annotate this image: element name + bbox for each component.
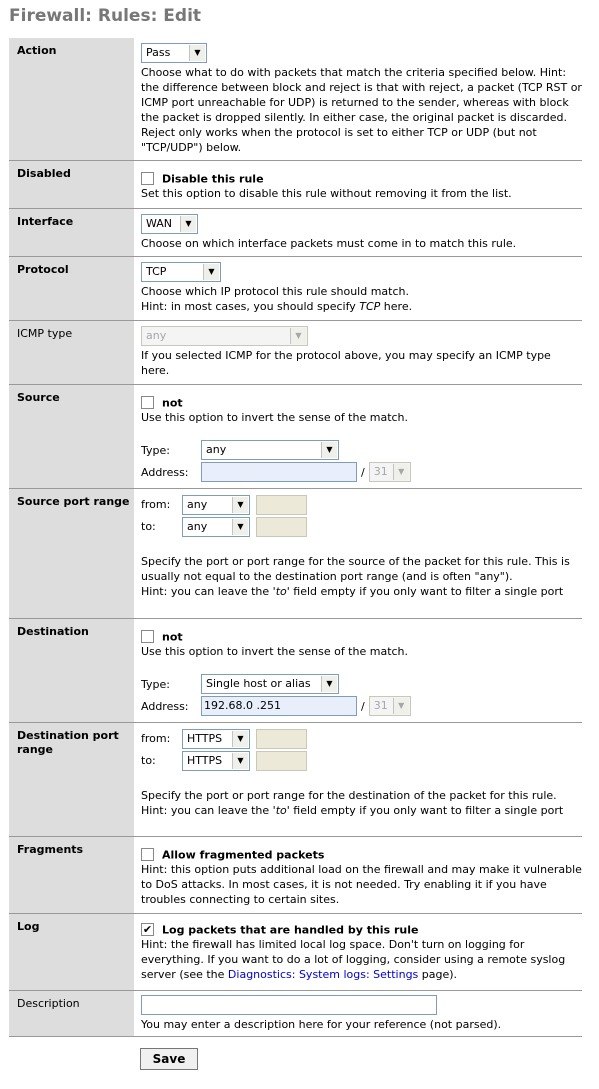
checkmark-icon: ✔ <box>142 923 153 936</box>
protocol-hint: Choose which IP protocol this rule should match. <box>141 284 409 298</box>
source-port-hint: Specify the port or port range for the source of the packet for this rule. This is usually not equal to the destination port range (and is often "any"). <box>141 554 570 583</box>
source-not-checkbox[interactable] <box>141 396 154 409</box>
destination-mask-slash: / <box>361 699 365 713</box>
destination-address-label: Address: <box>141 699 189 713</box>
source-label: Source <box>9 384 134 488</box>
source-mask-select[interactable] <box>369 462 411 482</box>
source-port-to-value: any <box>187 519 208 533</box>
protocol-row <box>9 256 582 320</box>
dest-port-from-value: HTTPS <box>187 731 223 745</box>
source-address-input[interactable] <box>201 462 357 482</box>
chevron-down-icon: ▼ <box>203 264 219 280</box>
description-row <box>9 990 582 1036</box>
chevron-down-icon: ▼ <box>393 464 409 480</box>
chevron-down-icon: ▼ <box>290 328 306 344</box>
icmp-select-value: any <box>146 328 167 342</box>
interface-select-value: WAN <box>146 216 173 230</box>
source-port-hint-2: Hint: you can leave the 'to' field empty if you only want to filter a single port <box>141 584 564 598</box>
description-input[interactable] <box>141 995 437 1015</box>
destination-type-value: Single host or alias <box>206 677 311 690</box>
protocol-label: Protocol <box>9 256 134 320</box>
fragments-hint: Hint: this option puts additional load on the firewall and may make it vulnerable to DoS attacks. In most cases, it is not needed. Try enabling it if you have troubles connecting to certain sites. <box>141 863 582 906</box>
source-port-from-input[interactable] <box>256 495 307 515</box>
action-row <box>9 38 582 160</box>
log-row <box>9 913 582 990</box>
dest-port-label: Destination port range <box>9 722 134 836</box>
source-port-label: Source port range <box>9 488 134 618</box>
source-port-to-input[interactable] <box>256 517 307 537</box>
dest-port-to-input[interactable] <box>256 751 307 771</box>
interface-label: Interface <box>9 208 134 256</box>
log-packets-label: Log packets that are handled by this rule <box>162 923 419 936</box>
page-title: Firewall: Rules: Edit <box>9 6 202 26</box>
source-port-to-select[interactable] <box>182 517 250 537</box>
description-label: Description <box>9 990 134 1036</box>
source-type-label: Type: <box>141 443 170 457</box>
source-type-value: any <box>206 443 227 456</box>
save-button[interactable]: Save <box>140 1048 198 1070</box>
chevron-down-icon: ▼ <box>393 698 409 714</box>
chevron-down-icon: ▼ <box>232 753 248 769</box>
dest-port-to-select[interactable] <box>182 751 250 771</box>
source-type-select[interactable] <box>201 440 339 460</box>
destination-label: Destination <box>9 618 134 722</box>
fragments-row <box>9 836 582 913</box>
dest-port-from-input[interactable] <box>256 729 307 749</box>
destination-not-checkbox[interactable] <box>141 630 154 643</box>
action-hint: Choose what to do with packets that match the criteria specified below. Hint: the difference between block and reject is that with reject, a packet (TCP RST or ICMP port unreachable for UDP) is returned to the sender, whereas with block the packet is dropped silently. In either case, the original packet is discarded. Reject only works when the protocol is set to either TCP or UDP (but not "TCP/UDP") below. <box>141 66 582 154</box>
dest-port-row <box>9 722 582 836</box>
dest-port-hint-2: Hint: you can leave the 'to' field empty if you only want to filter a single port <box>141 803 564 817</box>
allow-fragments-checkbox[interactable] <box>141 848 154 861</box>
source-row <box>9 384 582 488</box>
log-label: Log <box>9 913 134 990</box>
system-logs-settings-link[interactable]: Diagnostics: System logs: Settings <box>227 968 419 981</box>
description-hint: You may enter a description here for your reference (not parsed). <box>141 1017 502 1031</box>
source-port-row <box>9 488 582 618</box>
destination-type-label: Type: <box>141 677 170 691</box>
rule-form <box>9 38 582 1037</box>
interface-row <box>9 208 582 256</box>
destination-not-label: not <box>162 630 183 643</box>
source-port-from-value: any <box>187 497 208 511</box>
source-mask-slash: / <box>361 465 365 479</box>
fragments-label: Fragments <box>9 836 134 913</box>
protocol-select[interactable] <box>141 262 221 282</box>
action-select[interactable] <box>141 43 207 63</box>
action-select-value: Pass <box>146 46 171 59</box>
dest-port-to-value: HTTPS <box>187 753 223 767</box>
disabled-row <box>9 160 582 208</box>
icmp-type-select[interactable] <box>141 326 308 346</box>
interface-select[interactable] <box>141 214 198 234</box>
dest-port-from-select[interactable] <box>182 729 250 749</box>
destination-hint: Use this option to invert the sense of the match. <box>141 645 409 658</box>
source-mask-value: 31 <box>373 465 388 478</box>
log-packets-checkbox[interactable] <box>141 923 154 936</box>
chevron-down-icon: ▼ <box>232 731 248 747</box>
disabled-hint: Set this option to disable this rule without removing it from the list. <box>141 187 512 200</box>
chevron-down-icon: ▼ <box>180 216 196 232</box>
action-label: Action <box>9 38 134 160</box>
disable-rule-checkbox[interactable] <box>141 172 154 185</box>
destination-mask-value: 31 <box>373 699 388 712</box>
dest-port-hint: Specify the port or port range for the destination of the packet for this rule. <box>141 788 557 802</box>
protocol-hint-2: Hint: in most cases, you should specify TCP here. <box>141 299 413 313</box>
icmp-hint: If you selected ICMP for the protocol above, you may specify an ICMP type here. <box>141 348 551 377</box>
allow-fragments-label: Allow fragmented packets <box>162 848 325 861</box>
destination-type-select[interactable] <box>201 674 339 694</box>
dest-port-to-label: to: <box>141 754 156 767</box>
interface-hint: Choose on which interface packets must come in to match this rule. <box>141 236 517 250</box>
source-port-from-select[interactable] <box>182 495 250 515</box>
chevron-down-icon: ▼ <box>189 45 205 61</box>
chevron-down-icon: ▼ <box>321 676 337 692</box>
log-hint: Hint: the firewall has limited local log space. Don't turn on logging for everything. If you want to do a lot of logging, consider using a remote syslog server (see the Diagnostics: System logs: Settings page). <box>141 938 566 981</box>
source-address-label: Address: <box>141 465 189 479</box>
destination-mask-select[interactable] <box>369 696 411 716</box>
disable-rule-checkbox-label: Disable this rule <box>162 172 264 185</box>
dest-port-from-label: from: <box>141 732 171 745</box>
disabled-label: Disabled <box>9 160 134 208</box>
chevron-down-icon: ▼ <box>232 519 248 535</box>
destination-row <box>9 618 582 722</box>
protocol-select-value: TCP <box>146 264 167 278</box>
source-not-label: not <box>162 396 183 409</box>
icmp-row <box>9 320 582 384</box>
source-port-to-label: to: <box>141 520 156 533</box>
destination-address-input[interactable]: 192.68.0 .251 <box>201 696 357 716</box>
chevron-down-icon: ▼ <box>321 442 337 458</box>
chevron-down-icon: ▼ <box>232 497 248 513</box>
icmp-label: ICMP type <box>9 320 134 384</box>
source-port-from-label: from: <box>141 498 171 511</box>
source-hint: Use this option to invert the sense of the match. <box>141 411 409 424</box>
